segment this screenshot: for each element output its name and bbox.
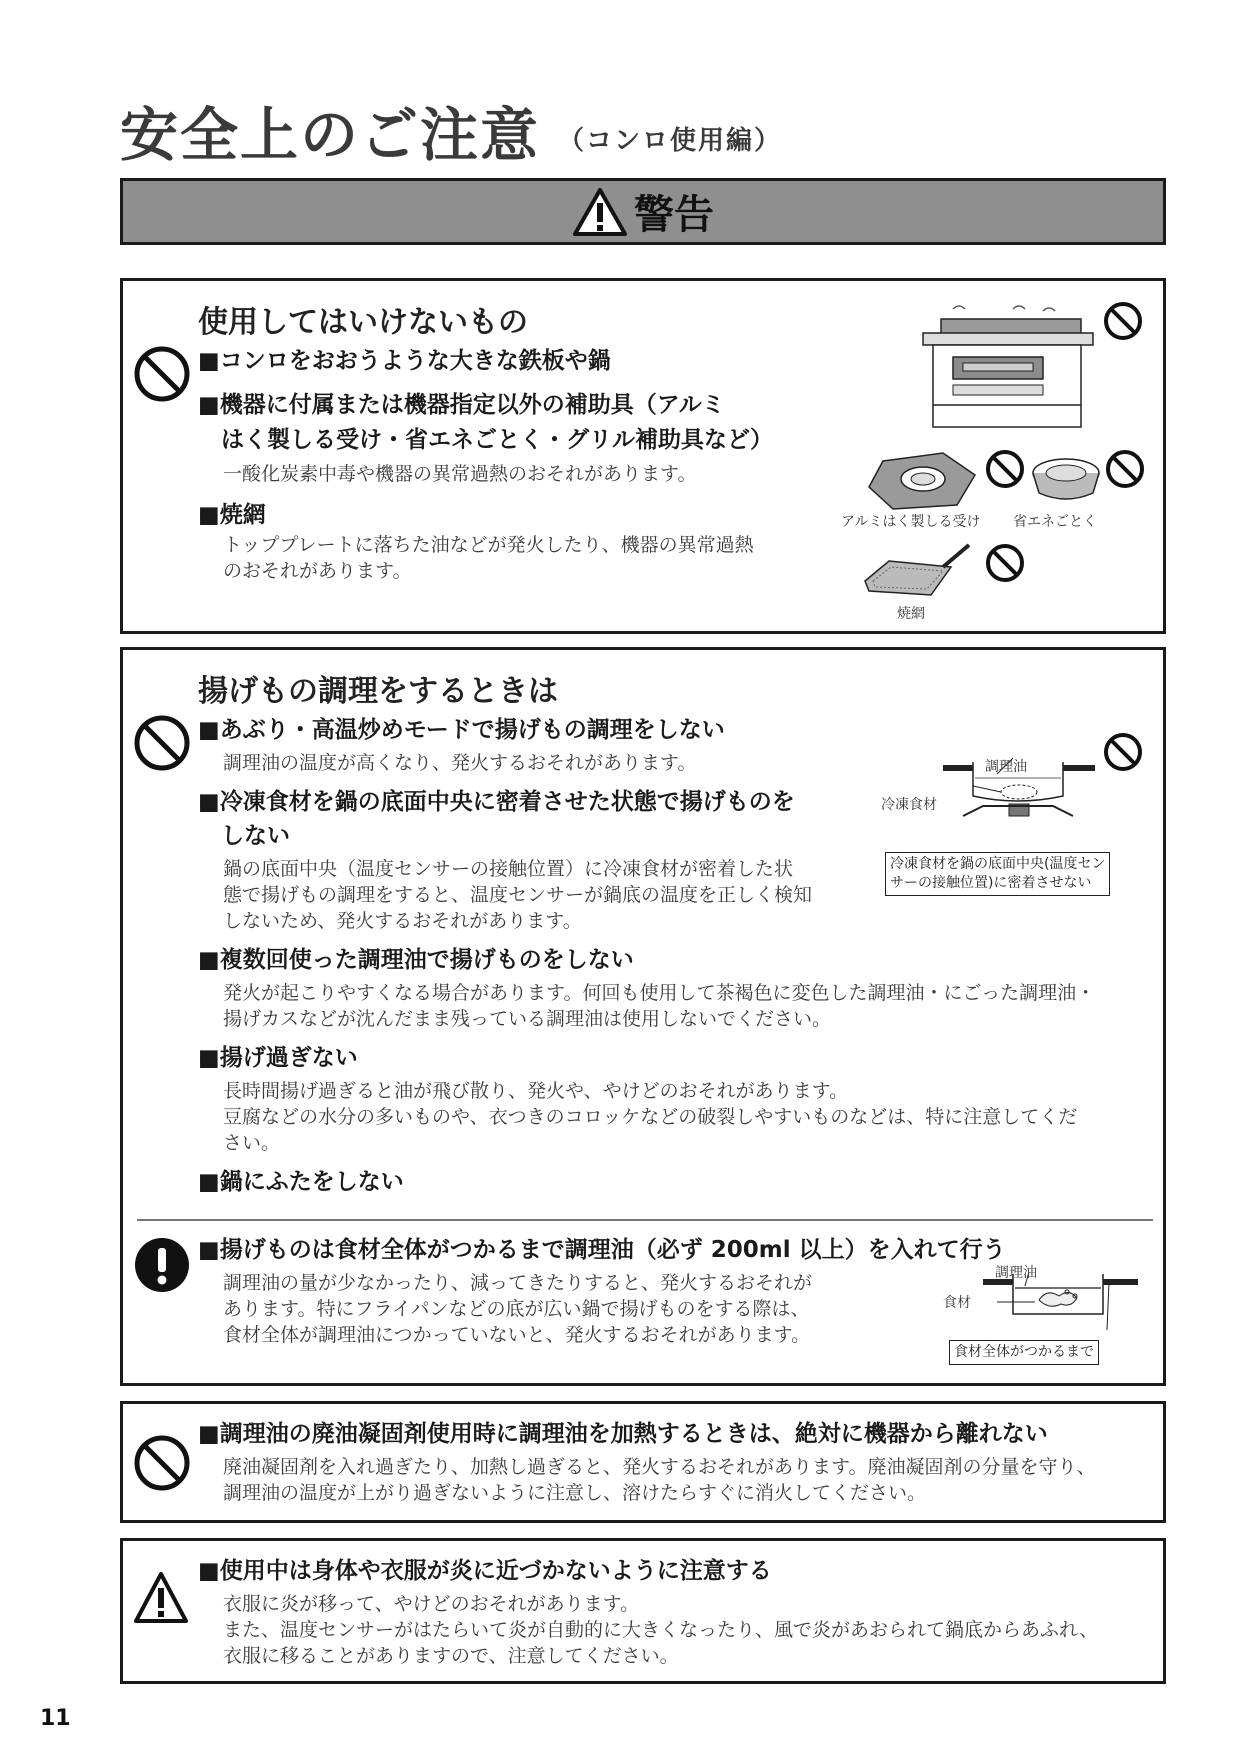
- prohibited-icon: [133, 345, 191, 403]
- prohibited-icon: [985, 449, 1025, 489]
- section-oil-solidifier: [120, 1401, 1166, 1523]
- illustration-note: 食材全体がつかるまで: [949, 1340, 1099, 1365]
- warning-label: 警告: [634, 192, 714, 238]
- item-body: 一酸化炭素中毒や機器の異常過熱のおそれがあります。: [223, 463, 697, 485]
- illustration-caption: 省エネごとく: [1013, 514, 1097, 530]
- prohibited-icon: [133, 714, 191, 772]
- section-title: 揚げもの調理をするときは: [198, 674, 558, 709]
- item-body: しないため、発火するおそれがあります。: [223, 910, 582, 932]
- illustration-caption: 焼網: [897, 606, 925, 622]
- item-body: 衣服に炎が移って、やけどのおそれがあります。: [223, 1593, 640, 1615]
- item-body: トッププレートに落ちた油などが発火したり、機器の異常過熱: [223, 534, 754, 556]
- oil-depth-pot-illustration: [943, 1262, 1163, 1332]
- item-heading: ■鍋にふたをしない: [198, 1169, 404, 1195]
- prohibited-icon: [1103, 301, 1143, 341]
- item-body: 態で揚げもの調理をすると、温度センサーが鍋底の温度を正しく検知: [223, 884, 813, 906]
- page-number: 11: [40, 1706, 71, 1731]
- item-heading: ■機器に付属または機器指定以外の補助具（アルミ: [198, 392, 725, 418]
- item-body: 発火が起こりやすくなる場合があります。何回も使用して茶褐色に変色した調理油・にごった調理油・: [223, 982, 1096, 1004]
- illustration-caption: 調理油: [985, 759, 1027, 775]
- warning-triangle-icon: [572, 187, 628, 237]
- item-body: 衣服に移ることがありますので、注意してください。: [223, 1645, 679, 1667]
- illustration-note: [885, 852, 1110, 896]
- item-body: 調理油の温度が上がり過ぎないように注意し、溶けたらすぐに消火してください。: [223, 1482, 927, 1504]
- stove-with-plate-illustration: [913, 297, 1093, 432]
- section-body-clothing: [120, 1538, 1166, 1684]
- illustration-note-line: 冷凍食材を鍋の底面中央(温度セン: [890, 856, 1106, 872]
- page-title-text: 安全上のご注意: [120, 101, 541, 169]
- item-heading: ■焼網: [198, 502, 266, 528]
- mandatory-action-icon: [133, 1236, 191, 1294]
- item-body: 食材全体が調理油につかっていないと、発火するおそれがあります。: [223, 1324, 811, 1346]
- item-body: あります。特にフライパンなどの底が広い鍋で揚げものをする際は、: [223, 1298, 810, 1320]
- prohibited-icon: [985, 543, 1025, 583]
- section-deep-frying: [120, 647, 1166, 1386]
- item-heading: ■あぶり・高温炒めモードで揚げもの調理をしない: [198, 717, 725, 743]
- illustration-caption: アルミはく製しる受け: [841, 514, 981, 530]
- page-title: [120, 88, 782, 172]
- grill-net-illustration: [859, 541, 979, 603]
- item-body: 鍋の底面中央（温度センサーの接触位置）に冷凍食材が密着した状: [223, 858, 794, 880]
- illustration-caption: 食材: [943, 1295, 971, 1311]
- item-body: 調理油の温度が高くなり、発火するおそれがあります。: [223, 752, 697, 774]
- item-body: 廃油凝固剤を入れ過ぎたり、加熱し過ぎると、発火するおそれがあります。廃油凝固剤の分量を守り、: [223, 1456, 1096, 1478]
- illustration-caption: 調理油: [995, 1265, 1037, 1281]
- item-heading: ■使用中は身体や衣服が炎に近づかないように注意する: [198, 1558, 772, 1584]
- item-body: さい。: [223, 1132, 281, 1154]
- item-heading: はく製しる受け・省エネごとく・グリル補助具など）: [221, 427, 773, 453]
- warning-banner: [120, 178, 1166, 245]
- item-body: 揚げカスなどが沈んだまま残っている調理油は使用しないでください。: [223, 1008, 832, 1030]
- page-subtitle: （コンロ使用編）: [558, 126, 783, 157]
- caution-triangle-icon: [133, 1571, 189, 1625]
- illustration-caption: 冷凍食材: [881, 797, 937, 813]
- eco-trivet-illustration: [1029, 451, 1103, 503]
- section-title: 使用してはいけないもの: [198, 305, 528, 340]
- section-prohibited-items: [120, 278, 1166, 634]
- item-heading: ■冷凍食材を鍋の底面中央に密着させた状態で揚げものを: [198, 789, 795, 815]
- item-heading: ■コンロをおおうような大きな鉄板や鍋: [198, 348, 611, 374]
- item-heading: ■揚げものは食材全体がつかるまで調理油（必ず 200ml 以上）を入れて行う: [198, 1237, 1006, 1263]
- section-divider: [137, 1219, 1153, 1221]
- item-body: また、温度センサーがはたらいて炎が自動的に大きくなったり、風で炎があおられて鍋底からあふれ、: [223, 1619, 1099, 1641]
- item-heading: ■複数回使った調理油で揚げものをしない: [198, 947, 634, 973]
- item-heading: しない: [221, 823, 290, 849]
- item-heading: ■揚げ過ぎない: [198, 1045, 358, 1071]
- item-body: 調理油の量が少なかったり、減ってきたりすると、発火するおそれが: [223, 1272, 813, 1294]
- prohibited-icon: [133, 1434, 191, 1492]
- item-heading: ■調理油の廃油凝固剤使用時に調理油を加熱するときは、絶対に機器から離れない: [198, 1421, 1048, 1447]
- item-body: 長時間揚げ過ぎると油が飛び散り、発火や、やけどのおそれがあります。: [223, 1080, 849, 1102]
- item-body: のおそれがあります。: [223, 560, 412, 582]
- illustration-note-line: サーの接触位置)に密着させない: [890, 875, 1092, 891]
- aluminum-foil-tray-illustration: [863, 449, 983, 511]
- prohibited-icon: [1105, 449, 1145, 489]
- item-body: 豆腐などの水分の多いものや、衣つきのコロッケなどの破裂しやすいものなどは、特に注意してくだ: [223, 1106, 1078, 1128]
